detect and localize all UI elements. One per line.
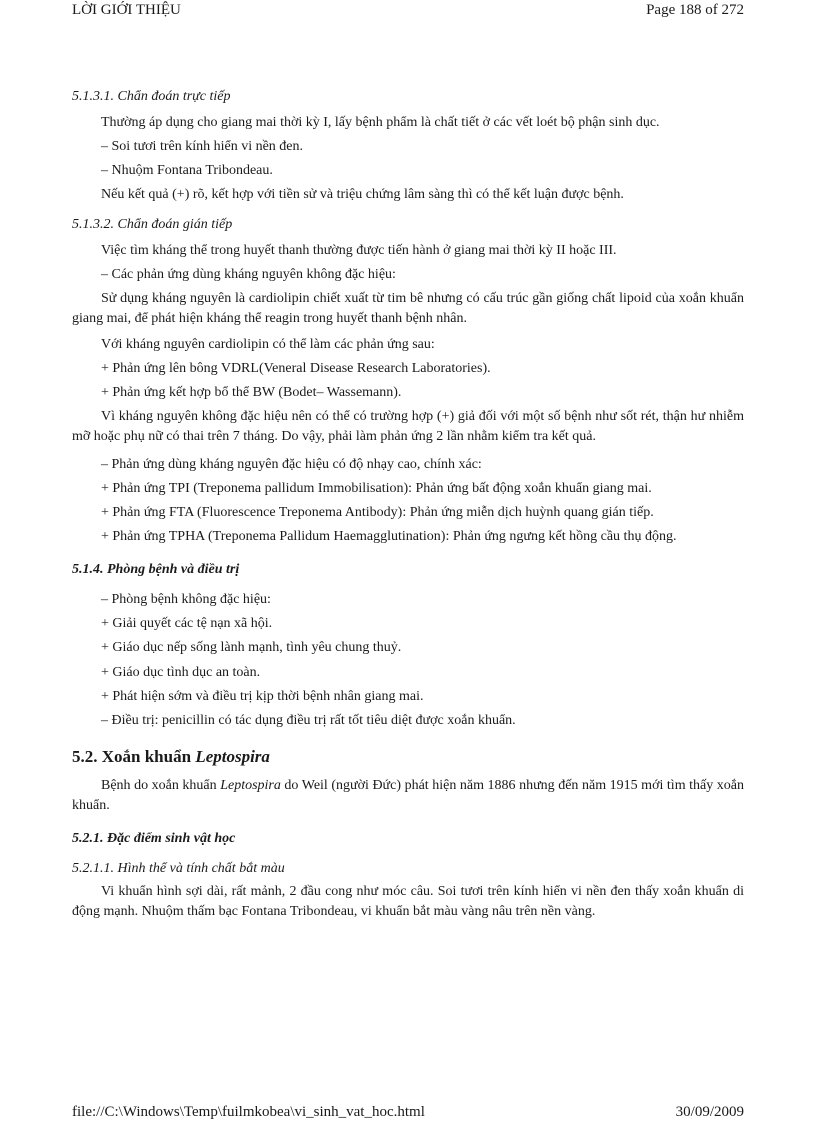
heading-5-2-1-1: 5.2.1.1. Hình thể và tính chất bắt màu: [72, 861, 285, 876]
list-item: – Các phản ứng dùng kháng nguyên không đặc hiệu:: [101, 267, 396, 282]
paragraph: Sử dụng kháng nguyên là cardiolipin chiết xuất từ tim bê nhưng có cấu trúc gần giống chất lipoid của xoắn khuẩn giang mai, để phát hiện kháng thể reagin trong huyết thanh bệnh nhân.: [72, 291, 744, 326]
list-item: + Giải quyết các tệ nạn xã hội.: [101, 616, 273, 631]
heading-5-2-text: 5.2. Xoắn khuẩn: [72, 747, 196, 766]
heading-5-2: [72, 746, 270, 768]
paragraph-text: do Weil (người Đức) phát hiện năm 1886 nhưng đến năm 1915 mới tìm thấy xoắn khuẩn.: [72, 778, 744, 813]
paragraph: [72, 776, 744, 816]
paragraph: Nếu kết quả (+) rõ, kết hợp với tiền sử và triệu chứng lâm sàng thì có thể kết luận được bệnh.: [101, 187, 624, 202]
page-header: [72, 0, 744, 20]
page-footer: [72, 1102, 744, 1122]
header-title: LỜI GIỚI THIỆU: [72, 2, 181, 18]
list-item: + Phản ứng TPI (Treponema pallidum Immobilisation): Phản ứng bất động xoắn khuẩn giang mai.: [101, 481, 652, 496]
page-number: Page 188 of 272: [646, 2, 744, 18]
paragraph: Thường áp dụng cho giang mai thời kỳ I, lấy bệnh phẩm là chất tiết ở các vết loét bộ phận sinh dục.: [101, 115, 660, 130]
heading-5-2-genus: Leptospira: [195, 747, 270, 766]
list-item: + Giáo dục tình dục an toàn.: [101, 665, 261, 680]
paragraph: Với kháng nguyên cardiolipin có thể làm các phản ứng sau:: [101, 337, 435, 352]
genus-name: Leptospira: [220, 778, 281, 793]
list-item: – Điều trị: penicillin có tác dụng điều trị rất tốt tiêu diệt được xoắn khuẩn.: [101, 713, 516, 728]
heading-5-1-3-2: 5.1.3.2. Chẩn đoán gián tiếp: [72, 217, 233, 232]
list-item: – Soi tươi trên kính hiển vi nền đen.: [101, 139, 304, 154]
file-path: file://C:\Windows\Temp\fuilmkobea\vi_sinh_vat_hoc.html: [72, 1104, 425, 1120]
paragraph: Vi khuẩn hình sợi dài, rất mảnh, 2 đầu cong như móc câu. Soi tươi trên kính hiển vi nền đen thấy xoắn khuẩn di động mạnh. Nhuộm thấm bạc Fontana Tribondeau, vi khuẩn bắt màu vàng nâu trên nền vàng.: [72, 884, 744, 919]
list-item: + Phản ứng FTA (Fluorescence Treponema Antibody): Phản ứng miễn dịch huỳnh quang gián tiếp.: [101, 505, 654, 520]
paragraph: Vì kháng nguyên không đặc hiệu nên có thể có trường hợp (+) giả đối với một số bệnh như sốt rét, thận hư nhiễm mỡ hoặc phụ nữ có thai trên 7 tháng. Do vậy, phải làm phản ứng 2 lần nhằm kiểm tra kết quả.: [72, 409, 744, 444]
list-item: – Phòng bệnh không đặc hiệu:: [101, 592, 271, 607]
paragraph-text: Bệnh do xoắn khuẩn: [101, 778, 221, 793]
list-item: – Phản ứng dùng kháng nguyên đặc hiệu có độ nhạy cao, chính xác:: [101, 457, 482, 472]
list-item: + Phản ứng lên bông VDRL(Veneral Disease Research Laboratories).: [101, 361, 491, 376]
list-item: + Phát hiện sớm và điều trị kịp thời bệnh nhân giang mai.: [101, 689, 424, 704]
print-date: 30/09/2009: [675, 1104, 744, 1120]
heading-5-1-3-1: 5.1.3.1. Chẩn đoán trực tiếp: [72, 89, 231, 104]
list-item: + Phản ứng TPHA (Treponema Pallidum Haemagglutination): Phản ứng ngưng kết hồng cầu thụ động.: [101, 529, 677, 544]
paragraph: Việc tìm kháng thể trong huyết thanh thường được tiến hành ở giang mai thời kỳ II hoặc III.: [101, 243, 617, 258]
list-item: + Giáo dục nếp sống lành mạnh, tình yêu chung thuỷ.: [101, 640, 402, 655]
list-item: + Phản ứng kết hợp bổ thể BW (Bodet– Wassemann).: [101, 385, 402, 400]
list-item: – Nhuộm Fontana Tribondeau.: [101, 163, 273, 178]
heading-5-2-1: 5.2.1. Đặc điểm sinh vật học: [72, 831, 236, 846]
heading-5-1-4: 5.1.4. Phòng bệnh và điều trị: [72, 562, 240, 577]
